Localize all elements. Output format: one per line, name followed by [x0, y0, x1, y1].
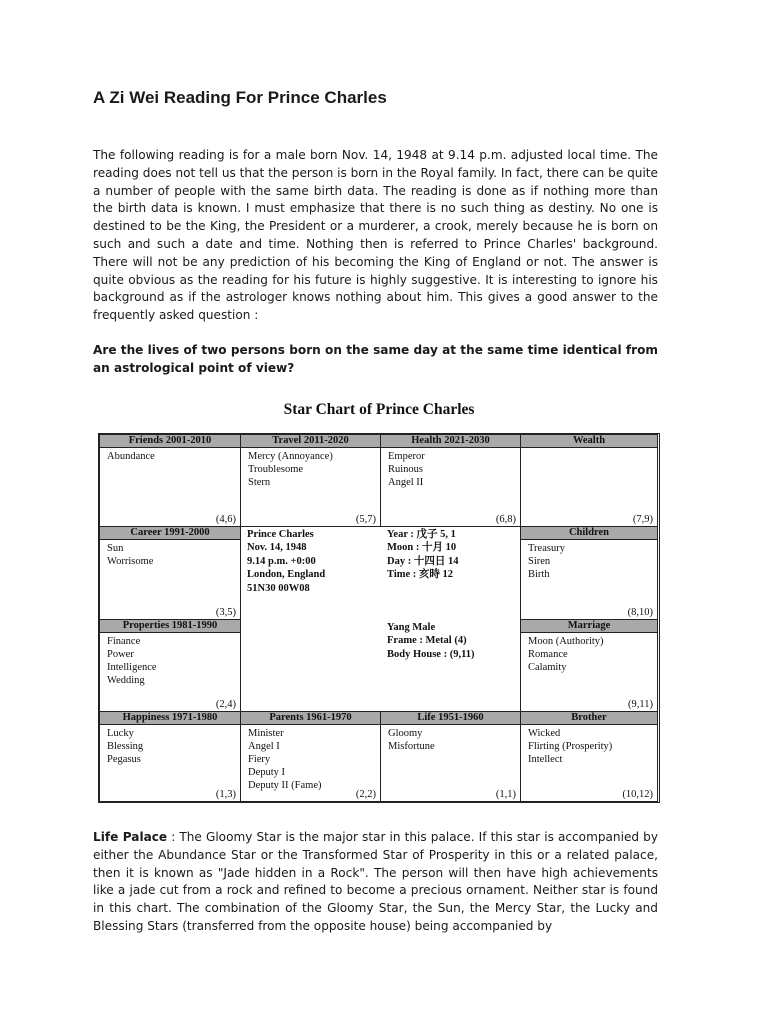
- palace-brother: [520, 711, 658, 802]
- page-title: A Zi Wei Reading For Prince Charles: [93, 88, 387, 107]
- star-name: Misfortune: [388, 741, 435, 752]
- star-name: Mercy (Annoyance): [248, 451, 333, 462]
- palace-header: Life 1951-1960: [381, 712, 520, 725]
- star-name: Angel I: [248, 741, 280, 752]
- star-list: [100, 725, 240, 766]
- star-name: Calamity: [528, 662, 567, 673]
- star-name: Fiery: [248, 754, 271, 765]
- star-name: Minister: [248, 728, 284, 739]
- star-name: Birth: [528, 569, 550, 580]
- palace-coord: (6,8): [495, 514, 516, 525]
- palace-friends: [99, 434, 241, 527]
- palace-header: Friends 2001-2010: [100, 435, 240, 448]
- palace-coord: (4,6): [215, 514, 236, 525]
- palace-coord: (1,1): [495, 789, 516, 800]
- palace-parents: [240, 711, 381, 802]
- palace-coord: (10,12): [622, 789, 653, 800]
- palace-marriage: [520, 619, 658, 712]
- star-name: Power: [107, 649, 134, 660]
- star-name: Pegasus: [107, 754, 141, 765]
- frame: Frame : Metal (4): [387, 635, 467, 647]
- star-name: Angel II: [388, 477, 424, 488]
- star-chart: [98, 433, 660, 803]
- palace-header: Parents 1961-1970: [241, 712, 380, 725]
- palace-coord: (1,3): [215, 789, 236, 800]
- palace-life: [380, 711, 521, 802]
- palace-header: Brother: [521, 712, 657, 725]
- chart-center-lower: [387, 621, 475, 661]
- star-name: Romance: [528, 649, 568, 660]
- palace-header: Happiness 1971-1980: [100, 712, 240, 725]
- star-name: Blessing: [107, 741, 144, 752]
- star-name: Ruinous: [388, 464, 424, 475]
- star-name: Wedding: [107, 675, 145, 686]
- star-name: Intellect: [528, 754, 563, 765]
- star-name: Intelligence: [107, 662, 157, 673]
- star-list: [521, 540, 657, 581]
- palace-career: [99, 526, 241, 620]
- palace-header: Marriage: [521, 620, 657, 633]
- lunar-time: Time : 亥時 12: [387, 569, 454, 581]
- palace-header: Travel 2011-2020: [241, 435, 380, 448]
- star-name: Troublesome: [248, 464, 304, 475]
- star-name: Deputy II (Fame): [248, 780, 322, 791]
- star-list: [241, 725, 380, 792]
- chart-center-right: [387, 528, 458, 582]
- star-list: [100, 540, 240, 568]
- intro-paragraph: The following reading is for a male born Nov. 14, 1948 at 9.14 p.m. adjusted local time. The reading does not tell us that the person is born in the Royal family. In fact, there can be quite a number of people with the same birth data. The reading is done as if nothing more than the birth data is known. I must emphasize that there is no such thing as destiny. No one is destined to be the King, the President or a murderer, a crook, merely because he is born on such and such a date and time. Nothing then is referred to Prince Charles' background. There will not be any prediction of his becoming the King of England or not. The answer is quite obvious as the reading for his future is highly suggestive. It is interesting to ignore his background as if the astrologer knows nothing about him. This gives a good answer to the frequently asked question :: [93, 148, 658, 323]
- star-name: Wicked: [528, 728, 561, 739]
- star-list: [381, 725, 520, 753]
- birth-place: London, England: [247, 569, 326, 581]
- palace-header: Wealth: [521, 435, 657, 448]
- star-name: Abundance: [107, 451, 155, 462]
- star-name: Deputy I: [248, 767, 286, 778]
- palace-properties: [99, 619, 241, 712]
- body-house: Body House : (9,11): [387, 648, 475, 660]
- star-name: Flirting (Prosperity): [528, 741, 613, 752]
- star-name: Sun: [107, 543, 124, 554]
- palace-coord: (9,11): [628, 699, 653, 710]
- lunar-moon: Moon : 十月 10: [387, 542, 457, 554]
- subject-name: Prince Charles: [247, 529, 314, 540]
- birth-time: 9.14 p.m. +0:00: [247, 555, 316, 567]
- star-name: Stern: [248, 477, 271, 488]
- palace-coord: (5,7): [355, 514, 376, 525]
- gender: Yang Male: [387, 622, 436, 633]
- star-name: Finance: [107, 636, 141, 647]
- birth-coords: 51N30 00W08: [247, 582, 310, 594]
- birth-date: Nov. 14, 1948: [247, 542, 307, 554]
- star-name: Gloomy: [388, 728, 423, 739]
- star-list: [521, 633, 657, 674]
- star-name: Treasury: [528, 543, 565, 554]
- palace-coord: (3,5): [215, 607, 236, 618]
- star-list: [100, 633, 240, 687]
- palace-header: Health 2021-2030: [381, 435, 520, 448]
- life-palace-paragraph: [93, 829, 658, 936]
- star-name: Moon (Authority): [528, 636, 604, 647]
- star-list: [241, 448, 380, 489]
- life-palace-lead: Life Palace: [93, 830, 168, 844]
- star-list: [381, 448, 520, 489]
- question-paragraph: Are the lives of two persons born on the same day at the same time identical from an astrological point of view?: [93, 343, 658, 375]
- star-name: Siren: [528, 556, 551, 567]
- palace-travel: [240, 434, 381, 527]
- palace-wealth: [520, 434, 658, 527]
- palace-coord: (2,4): [215, 699, 236, 710]
- life-palace-text: : The Gloomy Star is the major star in this palace. If this star is accompanied by either the Abundance Star or the Transformed Star of Prosperity in this or a related palace, then it is known as "Jade hidden in a Rock". The person will then have high achievements like a jade cut from a rock and refined to become a precious ornament. Neither star is found in this chart. The combination of the Gloomy Star, the Sun, the Mercy Star, the Lucky and Blessing Stars (transferred from the opposite house) being accompanied by: [93, 830, 658, 933]
- palace-header: Career 1991-2000: [100, 527, 240, 540]
- star-list: [100, 448, 240, 463]
- star-list: [521, 725, 657, 766]
- lunar-day: Day : 十四日 14: [387, 555, 459, 567]
- palace-header: Properties 1981-1990: [100, 620, 240, 633]
- chart-center-left: [247, 528, 325, 595]
- palace-health: [380, 434, 521, 527]
- palace-header: Children: [521, 527, 657, 540]
- palace-happiness: [99, 711, 241, 802]
- lunar-year: Year : 戊子 5, 1: [387, 529, 456, 540]
- palace-coord: (2,2): [355, 789, 376, 800]
- palace-children: [520, 526, 658, 620]
- star-name: Emperor: [388, 451, 425, 462]
- star-name: Worrisome: [107, 556, 154, 567]
- star-name: Lucky: [107, 728, 134, 739]
- palace-coord: (8,10): [627, 607, 653, 618]
- chart-title: Star Chart of Prince Charles: [283, 401, 475, 418]
- palace-coord: (7,9): [632, 514, 653, 525]
